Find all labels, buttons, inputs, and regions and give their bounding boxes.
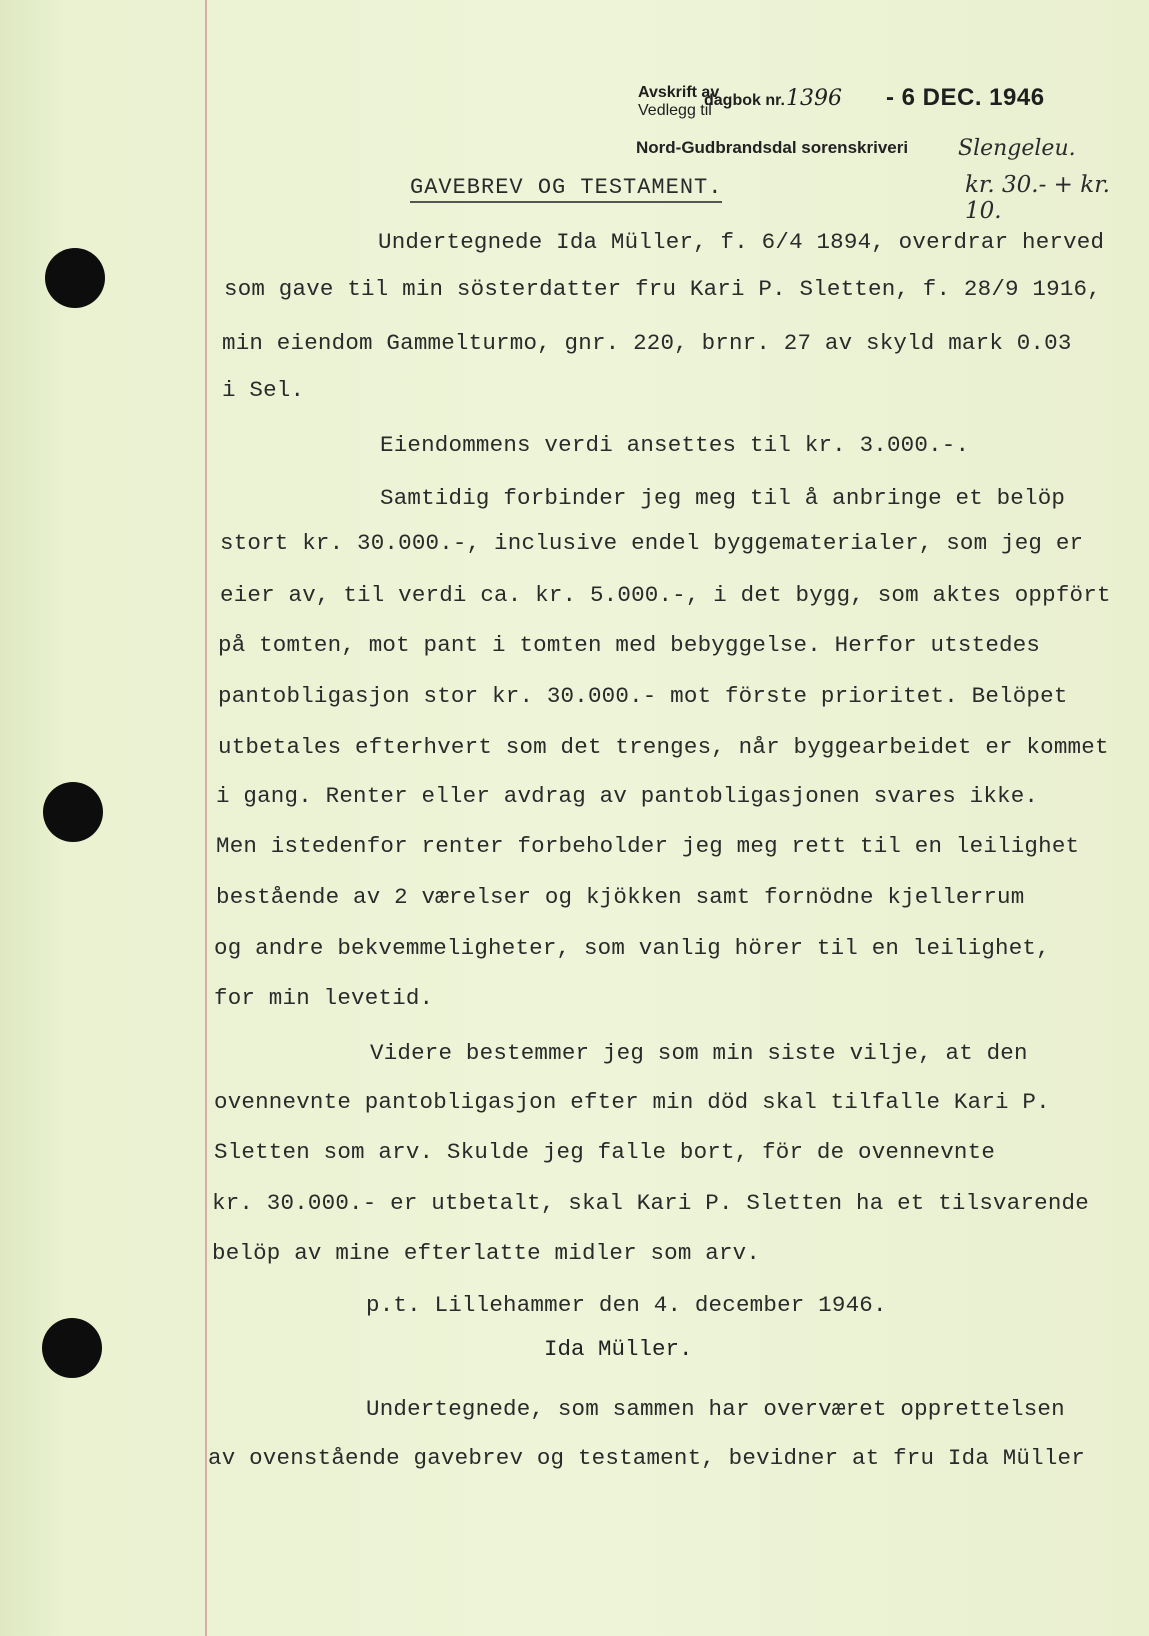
text-line: min eiendom Gammelturmo, gnr. 220, brnr. 27 av skyld mark 0.03	[222, 330, 1072, 356]
text-line: i Sel.	[222, 377, 305, 403]
text-line: Sletten som arv. Skulde jeg falle bort, för de ovennevnte	[214, 1139, 996, 1165]
handwritten-note: Slengeleu.	[958, 136, 1076, 161]
witness-line: av ovenstående gavebrev og testament, bevidner at fru Ida Müller	[208, 1445, 1085, 1471]
signature: Ida Müller.	[544, 1336, 693, 1362]
handwritten-fee: kr. 30.- + kr. 10.	[965, 172, 1110, 224]
text-line: Samtidig forbinder jeg meg til å anbringe et belöp	[380, 485, 1066, 511]
stamp-date: - 6 DEC. 1946	[886, 84, 1045, 111]
text-line: Videre bestemmer jeg som min siste vilje, at den	[370, 1040, 1028, 1066]
text-line: utbetales efterhvert som det trenges, når byggearbeidet er kommet	[218, 734, 1109, 760]
text-line: Eiendommens verdi ansettes til kr. 3.000.-.	[380, 432, 970, 458]
text-line: pantobligasjon stor kr. 30.000.- mot förste prioritet. Belöpet	[218, 683, 1068, 709]
text-line: eier av, til verdi ca. kr. 5.000.-, i det bygg, som aktes oppfört	[220, 582, 1111, 608]
text-line: som gave til min sösterdatter fru Kari P. Sletten, f. 28/9 1916,	[224, 276, 1101, 302]
text-line: Men istedenfor renter forbeholder jeg meg rett til en leilighet	[216, 833, 1080, 859]
stamp-number: 1396	[786, 86, 842, 111]
stamp-dagbok: dagbok nr.	[704, 92, 785, 109]
witness-line: Undertegnede, som sammen har overværet opprettelsen	[366, 1396, 1065, 1422]
text-line: ovennevnte pantobligasjon efter min död skal tilfalle Kari P.	[214, 1089, 1050, 1115]
text-line: bestående av 2 værelser og kjökken samt fornödne kjellerrum	[216, 884, 1025, 910]
court-name: Nord-Gudbrandsdal sorenskriveri	[636, 138, 909, 157]
text-line: kr. 30.000.- er utbetalt, skal Kari P. Sletten ha et tilsvarende	[212, 1190, 1089, 1216]
punch-hole	[43, 782, 103, 842]
stamp-vedlegg: Vedlegg til	[638, 102, 712, 119]
text-line: belöp av mine efterlatte midler som arv.	[212, 1240, 761, 1266]
text-line: i gang. Renter eller avdrag av pantobligasjonen svares ikke.	[216, 783, 1039, 809]
stamp-avskrift: Avskrift av	[638, 84, 720, 101]
punch-hole	[42, 1318, 102, 1378]
text-line: Undertegnede Ida Müller, f. 6/4 1894, overdrar herved	[378, 229, 1105, 255]
registration-stamp	[638, 84, 1118, 144]
margin-line	[205, 0, 207, 1636]
place-date: p.t. Lillehammer den 4. december 1946.	[366, 1292, 887, 1318]
text-line: på tomten, mot pant i tomten med bebyggelse. Herfor utstedes	[218, 632, 1041, 658]
punch-hole	[45, 248, 105, 308]
text-line: og andre bekvemmeligheter, som vanlig hörer til en leilighet,	[214, 935, 1050, 961]
document-title: GAVEBREV OG TESTAMENT.	[410, 175, 722, 203]
text-line: for min levetid.	[214, 985, 434, 1011]
text-line: stort kr. 30.000.-, inclusive endel byggematerialer, som jeg er	[220, 530, 1084, 556]
